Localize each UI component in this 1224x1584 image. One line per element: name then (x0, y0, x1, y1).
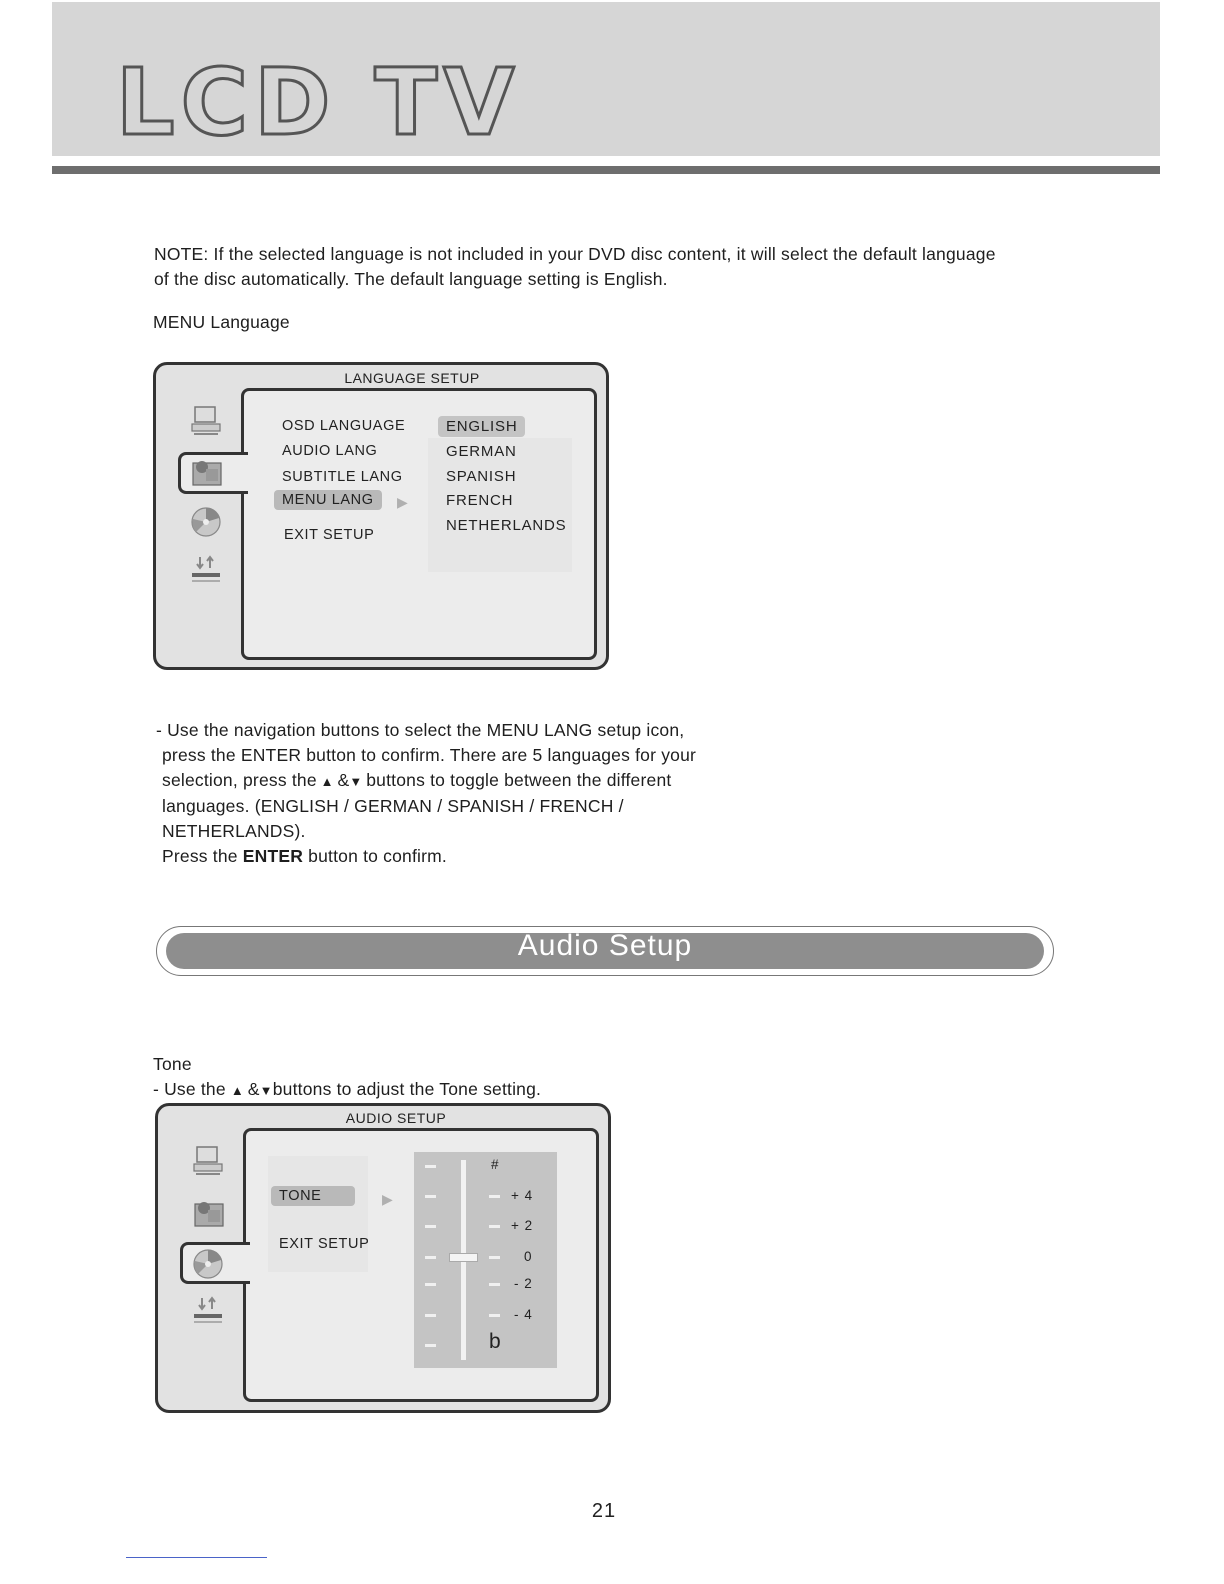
submenu-arrow-icon: ▶ (382, 1191, 393, 1207)
scale-tick (489, 1225, 500, 1228)
audio-setup-icon[interactable] (190, 1245, 226, 1281)
instruction-line-2: press the ENTER button to confirm. There are 5 languages for your (162, 745, 697, 765)
option-spanish[interactable]: SPANISH (446, 468, 517, 485)
scale-tick (489, 1195, 500, 1198)
instruction-line-6: Press the ENTER button to confirm. (162, 846, 447, 866)
logo-text: LCD TV (116, 58, 521, 142)
language-setup-icon[interactable] (188, 455, 224, 491)
language-setup-icon[interactable] (190, 1196, 226, 1232)
scale-tick (425, 1225, 436, 1228)
tone-slider[interactable] (414, 1152, 557, 1368)
menu-item-osd-language[interactable]: OSD LANGUAGE (282, 418, 406, 434)
menu-language-heading: MENU Language (153, 312, 290, 332)
lcd-tv-logo (116, 58, 596, 142)
audio-setup-title: AUDIO SETUP (345, 1110, 447, 1126)
up-triangle-icon: ▲ (230, 1083, 248, 1098)
scale-label-plus2: + 2 (511, 1218, 534, 1233)
down-triangle-icon: ▼ (349, 774, 367, 789)
scale-label-minus4: - 4 (514, 1307, 533, 1322)
exit-setup-item[interactable]: EXIT SETUP (279, 1236, 370, 1252)
scale-tick (425, 1256, 436, 1259)
instruction-line-4: languages. (ENGLISH / GERMAN / SPANISH / FRENCH / (162, 796, 624, 816)
down-triangle-icon: ▼ (259, 1083, 273, 1098)
audio-setup-heading: Audio Setup (517, 929, 693, 962)
note-paragraph (154, 242, 1054, 292)
scale-tick (489, 1256, 500, 1259)
scale-label-plus4: + 4 (511, 1188, 534, 1203)
tone-instruction: - Use the ▲ &▼buttons to adjust the Tone setting. (153, 1079, 542, 1099)
menu-item-tone[interactable] (279, 1188, 355, 1204)
menu-item-menu-lang[interactable] (282, 492, 382, 508)
scale-tick (425, 1314, 436, 1317)
tone-heading: Tone (153, 1054, 192, 1074)
instruction-line-1: - Use the navigation buttons to select the MENU LANG setup icon, (156, 720, 685, 740)
exit-setup-item[interactable]: EXIT SETUP (284, 527, 375, 543)
tone-section (153, 1052, 753, 1103)
scale-tick (425, 1165, 436, 1168)
scale-tick (489, 1314, 500, 1317)
option-netherlands[interactable]: NETHERLANDS (446, 517, 567, 534)
preference-setup-icon[interactable] (190, 1294, 226, 1330)
scale-sharp-label: # (491, 1157, 500, 1172)
menu-item-subtitle-lang[interactable]: SUBTITLE LANG (282, 469, 403, 485)
slider-thumb[interactable] (449, 1253, 478, 1262)
language-setup-title: LANGUAGE SETUP (344, 370, 480, 386)
general-setup-icon[interactable] (188, 404, 224, 440)
footer-line (126, 1557, 267, 1558)
option-french[interactable]: FRENCH (446, 492, 514, 509)
note-line-1: NOTE: If the selected language is not included in your DVD disc content, it will select the default language (154, 244, 996, 264)
general-setup-icon[interactable] (190, 1144, 226, 1180)
scale-flat-label: b (489, 1330, 501, 1353)
submenu-arrow-icon: ▶ (397, 494, 408, 510)
up-triangle-icon: ▲ (316, 774, 338, 789)
instruction-line-5: NETHERLANDS). (162, 821, 306, 841)
instruction-line-3: selection, press the ▲ &▼ buttons to toggle between the different (162, 770, 672, 790)
scale-tick (425, 1344, 436, 1347)
menu-lang-highlight: MENU LANG (274, 490, 382, 510)
tone-highlight: TONE (271, 1186, 355, 1206)
scale-label-zero: 0 (524, 1249, 533, 1264)
menu-lang-instructions (156, 718, 756, 869)
scale-tick (489, 1283, 500, 1286)
note-line-2: of the disc automatically. The default language setting is English. (154, 269, 668, 289)
preference-setup-icon[interactable] (188, 553, 224, 589)
menu-item-audio-lang[interactable]: AUDIO LANG (282, 443, 378, 459)
scale-label-minus2: - 2 (514, 1276, 533, 1291)
page-number: 21 (591, 1500, 617, 1522)
scale-tick (425, 1195, 436, 1198)
audio-setup-icon[interactable] (188, 503, 224, 539)
option-english[interactable]: ENGLISH (446, 418, 525, 435)
header-rule (52, 166, 1160, 174)
scale-tick (425, 1283, 436, 1286)
option-german[interactable]: GERMAN (446, 443, 517, 460)
